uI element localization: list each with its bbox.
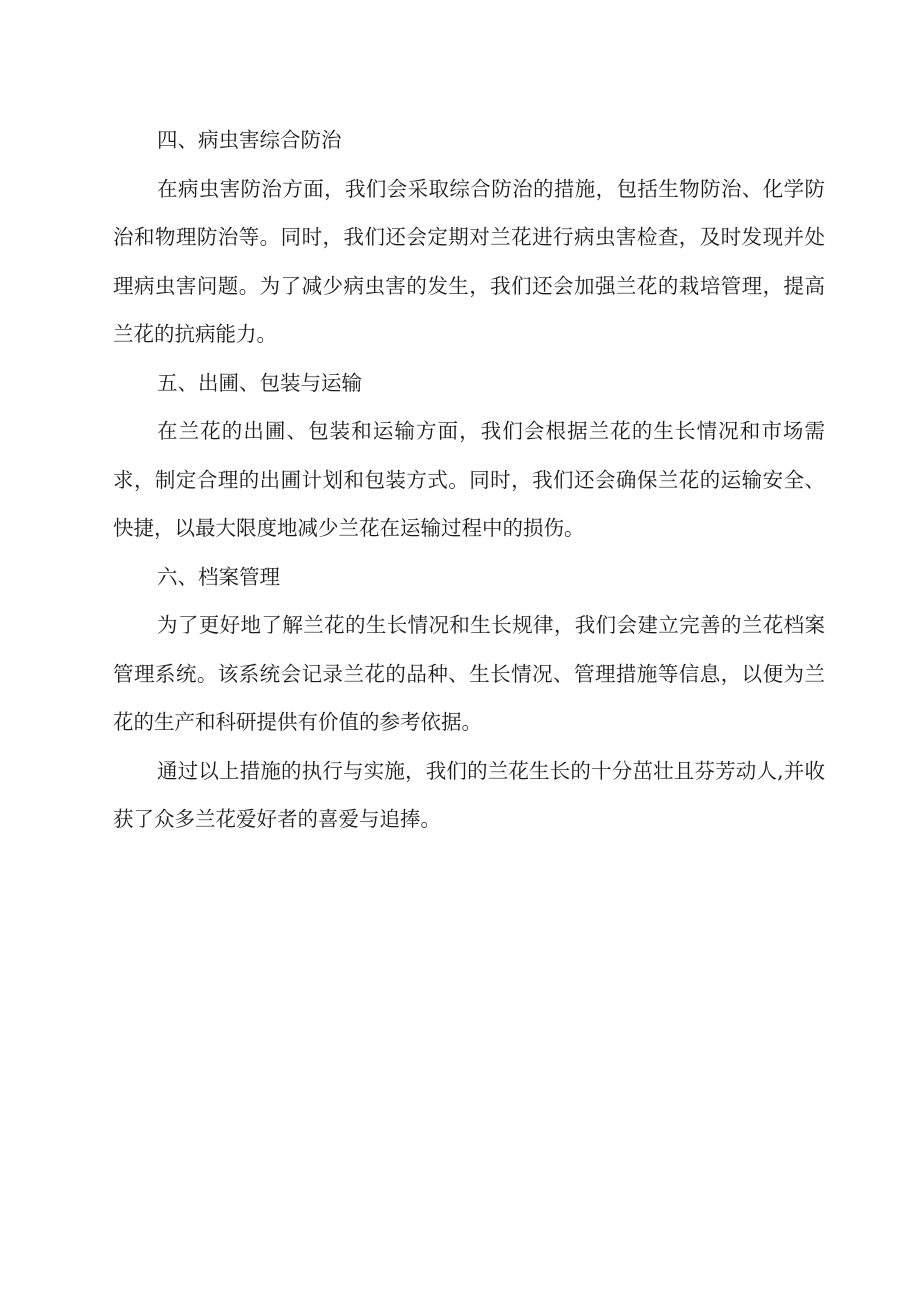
document-body <box>113 116 825 844</box>
section-heading-pest-control: 四、病虫害综合防治 <box>157 128 342 152</box>
section-paragraph-records-management: 为了更好地了解兰花的生长情况和生长规律，我们会建立完善的兰花档案管理系统。该系统会记录兰花的品种、生长情况、管理措施等信息，以便为兰花的生产和科研提供有价值的参考依据。 <box>113 613 825 734</box>
conclusion-paragraph: 通过以上措施的执行与实施，我们的兰花生长的十分茁壮且芬芳动人,并收获了众多兰花爱好者的喜爱与追捧。 <box>113 758 825 831</box>
section-heading-records-management: 六、档案管理 <box>157 564 280 589</box>
section-paragraph-packaging-transport: 在兰花的出圃、包装和运输方面，我们会根据兰花的生长情况和市场需求，制定合理的出圃计划和包装方式。同时，我们还会确保兰花的运输安全、快捷，以最大限度地减少兰花在运输过程中的损伤。 <box>113 419 825 540</box>
section-paragraph-pest-control: 在病虫害防治方面，我们会采取综合防治的措施，包括生物防治、化学防治和物理防治等。同时，我们还会定期对兰花进行病虫害检查，及时发现并处理病虫害问题。为了减少病虫害的发生，我们还会加强兰花的栽培管理，提高兰花的抗病能力。 <box>113 176 825 346</box>
section-heading-packaging-transport: 五、出圃、包装与运输 <box>157 370 362 395</box>
